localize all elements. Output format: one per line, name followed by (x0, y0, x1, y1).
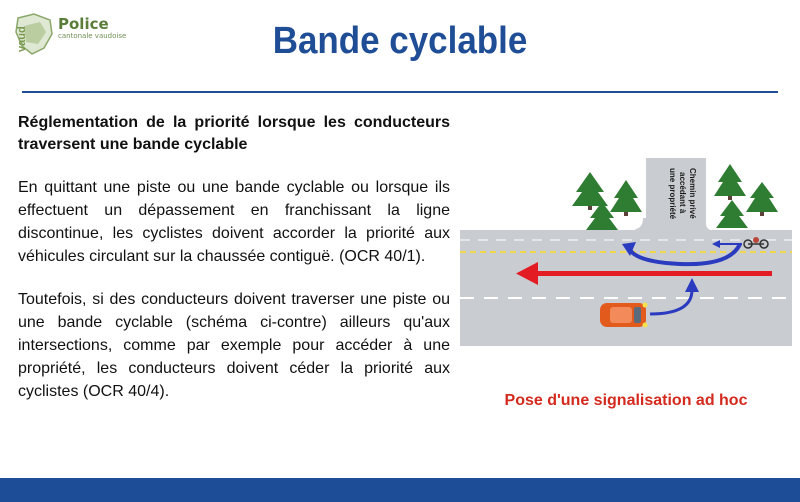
car-icon (600, 303, 648, 328)
private-road-label (668, 168, 697, 220)
section-heading: Réglementation de la priorité lorsque les conducteurs traversent une bande cyclable (18, 114, 450, 153)
road-label-line-1: Chemin privé (688, 168, 697, 219)
logo-brand: Police (58, 15, 109, 33)
priority-diagram (460, 158, 792, 346)
main-text (18, 112, 450, 403)
footer-bar (0, 478, 800, 502)
diagram-caption: Pose d'une signalisation ad hoc (504, 392, 748, 409)
road-label-line-2: accédant à (678, 172, 687, 214)
road-label-line-3: une propriété (668, 168, 677, 220)
title-divider (22, 91, 778, 93)
page-title: Bande cyclable (272, 20, 528, 62)
paragraph-1: En quittant une piste ou une bande cyclable ou lorsque ils effectuent un dépassement en franchissant la ligne discontinue, les cyclistes doivent accorder la priorité aux véhicules circulant sur la chaussée contiguë. (OCR 40/1). (18, 179, 450, 265)
logo-subtitle: cantonale vaudoise (58, 32, 127, 40)
paragraph-2: Toutefois, si des conducteurs doivent traverser une piste ou une bande cyclable (schéma ci-contre) ailleurs qu'aux intersections, comme par exemple pour accéder à une propriété, les conducteurs doivent céder la priorité aux cyclistes (OCR 40/4). (18, 291, 450, 400)
logo-canton: vaud (16, 26, 28, 52)
